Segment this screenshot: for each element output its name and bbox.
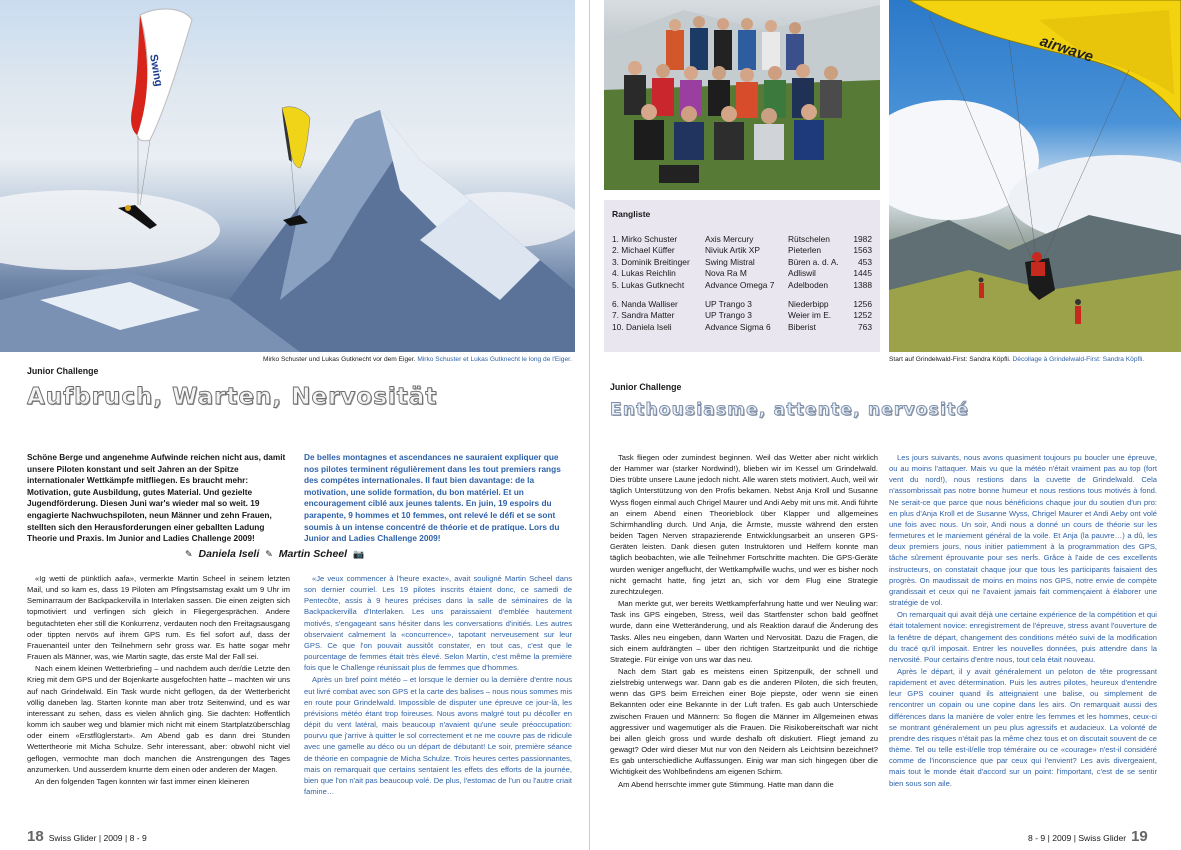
paragraph: Nach dem Start gab es meistens einen Spitzenpulk, der schnell und zielstrebig unterwegs war. Dann gab es die anderen Piloten, die sich freuten, wenn das GPS beim Erreichen einer Boje piepste, oder wenn sie einen Bekannten oder eine Bekannte in der Luft trafen. Es gab auch Unterschiede zwischen Frauen und Männern: So flogen die Männer im Allgemeinen etwas aggressiver und wagemutiger als die Frauen. Die Risikobereitschaft war nicht bei allen gleich gross und wurde deshalb oft diskutiert. Fliegt jemand zu gewagt? Oder wird dieser Mut nur von den Neidern als Leichtsinn bezeichnet? Es gab unterschiedliche Auffassungen. Einig war man sich hingegen über die Wichtigkeit des Wohlbefindens am eigenen Schirm.	[610, 666, 878, 777]
ranking-name: 4. Lukas Reichlin	[612, 268, 676, 279]
paragraph: Task fliegen oder zumindest beginnen. Weil das Wetter aber nicht wirklich der Hammer war (starker Nordwind!), blieben wir im Kessel um Grindelwald. Dies trübte unsere Laune jedoch nicht. Alle waren stets motiviert. Auch, weil wir täglich Unterstützung von den Profis bekamen. Nebst Anja Kroll und Susanne Wyss flogen einmal auch Chrigel Maurer und Andi Aeby mit uns mit. Andi führte an einem Abend einen Theorieblock über Klapper und allgemeines Schirmhandling durch. Und Anja, die Ärmste, musste während den ersten beiden Tagen Nerven strapazierende Entwicklungsarbeit an unseren GPS-Geräten leisten. Dank diesen guten Instruktoren und Helfern konnte man täglich beobachten, wie alle Teilnehmer Fortschritte machten. Die GPS-Geräte wurden weniger angeflucht, der Wettkampfwille wuchs, und wer es bisher noch nicht gemacht hatte, fing jetzt an, sich vor dem Flug eine Strategie zurechtzulegen.	[610, 453, 878, 596]
ranking-glider: Advance Sigma 6	[705, 321, 771, 332]
ranking-town: Büren a. d. A.	[788, 256, 839, 267]
ranking-glider: Swing Mistral	[705, 256, 755, 267]
photo-caption-left	[263, 355, 572, 364]
pen-icon: ✎	[185, 548, 193, 559]
page-number-left: 18	[27, 828, 44, 845]
paragraph: Les jours suivants, nous avons quasiment toujours pu boucler une épreuve, ou au moins l'attaquer. Mais vu que la météo n'était vraiment pas au top (fort vent du nord!), nous restions dans la cuvette de Grindelwald. Cela n'assombrissait pas notre bonne humeur et nous restions tous motivés à fond. Ne serait-ce que parce que nous bénéficions chaque jour du soutien d'un pro: en plus d'Anja Kroll et de Susanne Wyss, Chrigel Maurer et Andi Aeby ont volé une fois avec nous. Un soir, Andi nous a donné un cours de théorie sur les fermetures et le maniement général de la voile. Et Anja (la pauvre…) a dû, les deux premiers jours, nous initier patiemment à la programmation des GPS, tâche sûrement éprouvante pour ses nerfs. Grâce à l'aide de ces excellents instructeurs, on constatait chaque jour que tous les participants faisaient des progrès. On maudissait de moins en moins nos GPS, notre envie de compète grandissait et ceux qui ne l'avaient jamais fait commençaient à élaborer une stratégie de vol.	[889, 453, 1157, 608]
ranking-score: 763	[858, 321, 872, 332]
lead-german: Schöne Berge und angenehme Aufwinde reichen nicht aus, damit unsere Piloten konstant und seit Jahren an der Spitze internationaler Wettkämpfe mitfliegen. Es braucht mehr: Motivation, gute Ausbildung, gutes Material. Und gezielte Jugendförderung. Diesen Juni war's wieder mal so weit. 19 engagierte Nachwuchspiloten, neun Männer und zehn Frauen, stellten sich den Herausforderungen einer geballten Ladung Theorie und Praxis. Im Junior and Ladies Challenge 2009!	[27, 452, 286, 544]
photo-takeoff-grindelwald	[889, 0, 1181, 352]
body-column-4-french	[889, 452, 1157, 818]
ranking-box	[604, 200, 880, 352]
ranking-glider: Niviuk Artik XP	[705, 245, 760, 256]
footer-left	[27, 828, 147, 845]
ranking-glider: UP Trango 3	[705, 299, 752, 310]
headline-french: Enthousiasme, attente, nervosité	[610, 400, 970, 420]
paragraph: Après un bref point météo – et lorsque le dernier ou la dernière d'entre nous eut livré combat avec son GPS et la carte des balises – nous nous sommes mis en route pour Grindelwald. Impossible de disputer une épreuve ce jour-là, les prévisions météo étant trop foireuses. Nous avons malgré tout pu décoller en dépit du vent latéral, mais beaucoup n'avaient qu'une seule préoccupation: pourvu que j'arrive à quitter le sol correctement et ne me couvre pas de ridicule avec une gamelle au déco ou un départ de débutant! Le soir, première séance de théorie en compagnie de Micha Schulze. Trois heures certes passionnantes, mais on remarquait que certains sentaient les effets des efforts de la journée, bien que l'on n'ait pas beaucoup volé. De plus, l'estomac de l'un ou l'autre criait famine…	[304, 675, 572, 796]
ranking-glider: UP Trango 3	[705, 310, 752, 321]
ranking-table	[612, 234, 872, 333]
ranking-name: 2. Michael Küffer	[612, 245, 675, 256]
caption-left-fr: Mirko Schuster et Lukas Gutknecht le long de l'Eiger.	[417, 356, 572, 363]
kicker-left: Junior Challenge	[27, 366, 99, 376]
footer-right-text: 8 - 9 | 2009 | Swiss Glider	[1028, 833, 1127, 843]
paragraph: Am Abend herrschte immer gute Stimmung. Hatte man dann die	[618, 779, 834, 789]
ranking-town: Weier im E.	[788, 310, 832, 321]
ranking-score: 1563	[853, 245, 872, 256]
ranking-name: 7. Sandra Matter	[612, 310, 675, 321]
ranking-glider: Advance Omega 7	[705, 279, 775, 290]
ranking-town: Niederbipp	[788, 299, 829, 310]
pen-icon: ✎	[265, 548, 273, 559]
ranking-row	[612, 257, 872, 268]
ranking-name: 10. Daniela Iseli	[612, 321, 672, 332]
ranking-name: 5. Lukas Gutknecht	[612, 279, 685, 290]
camera-icon: 📷	[353, 548, 365, 559]
caption-left-de: Mirko Schuster und Lukas Gutknecht vor dem Eiger.	[263, 356, 416, 363]
ranking-town: Adelboden	[788, 279, 829, 290]
ranking-row	[612, 310, 872, 321]
ranking-glider: Axis Mercury	[705, 234, 754, 244]
author-1: Daniela Iseli	[198, 548, 260, 560]
photo-caption-right	[889, 355, 1144, 364]
paragraph: Après le départ, il y avait généralement un peloton de tête progressant rapidement et avec détermination. Puis les autres pilotes, heureux d'entendre leur GPS couiner quand ils atteignaient une balise, ou simplement de rencontrer un copain ou une copine dans les airs. On remarquait aussi des différences dans la manière de voler entre les femmes et les hommes, ceux-ci se montrant généralement un peu plus agressifs et audacieux. La volonté de prendre des risques n'était pas la même chez tous et on discutait souvent de ce thème. Tel ou telle est-il/elle trop téméraire ou ce «courage» n'est-il considéré comme de l'inconscience que par ceux qui l'envient? Les avis divergeaient, mais tout le monde était d'accord sur un point: l'important, c'est de se sentir bien sous son aile.	[889, 666, 1157, 788]
ranking-row	[612, 322, 872, 333]
ranking-row	[612, 234, 872, 245]
ranking-town: Rütschelen	[788, 234, 830, 244]
headline-german: Aufbruch, Warten, Nervosität	[27, 384, 438, 410]
ranking-title: Rangliste	[612, 209, 651, 219]
paragraph: On remarquait qui avait déjà une certaine expérience de la compétition et qui était totalement novice: enregistrement de l'épreuve, stress avant l'ouverture de la fenêtre de départ, changement des conditions météo suivi de la modification du tracé qu'il imposait. Entrer les nouvelles données, puis attendre dans la nervosité. Pour certains d'entre nous, tout cela était nouveau.	[889, 610, 1157, 664]
ranking-name: 6. Nanda Walliser	[612, 299, 678, 310]
lead-french: De belles montagnes et ascendances ne sauraient expliquer que nos pilotes terminent régulièrement dans les tout premiers rangs des compétes internationales. Il faut bien davantage: de la motivation, une solide formation, du bon matériel. Et un encouragement ciblé aux jeunes talents. En juin, 19 espoirs du parapente, 9 hommes et 10 femmes, ont relevé le défi et se sont soumis à un intense concentré de théorie et de pratique. Lors du Junior and Ladies Challenge 2009!	[304, 452, 561, 544]
paragraph: «Je veux commencer à l'heure exacte», avait souligné Martin Scheel dans son dernier courriel. Les 19 pilotes inscrits étaient donc, ce samedi de Pentecôte, assis à 9 heures précises dans la salle de séminaires de la Backpackervilla d'Interlaken. Les uns paraissaient d'emblée hautement motivés, s'engageant sans hésiter dans les conversations d'initiés. Les autres observaient calmement la «concurrence», tapotant nerveusement sur leur GPS. Ce que l'on pouvait aussitôt constater, en tout cas, c'est que le pourcentage de femmes était très élevé. Selon Martin, c'est même la première fois que le Challenge réunissait plus de femmes que d'hommes.	[304, 574, 572, 673]
takeoff-illustration	[889, 0, 1181, 352]
ranking-score: 1256	[853, 299, 872, 310]
photo-group-participants	[604, 0, 880, 190]
ranking-score: 1388	[853, 279, 872, 290]
ranking-glider: Nova Ra M	[705, 268, 747, 279]
paragraph: Nach einem kleinen Wetterbriefing – und nachdem auch der/die Letzte den Krieg mit dem GPS und der Bojenkarte ausgefochten hatte – machten wir uns auf nach Grindelwald. Ein Task wurde nicht geflogen, da der Wetterbericht völlig daneben lag. Starten konnte man aber trotz Seitenwind, und es war interessant zu sehen, dass es vielen ähnlich ging. Sie dachten: Hoffentlich komm ich sauber weg und blamier mich nicht mit einem Startplatzüberschlag oder einem «Erstflüglerstart». Am Abend gab es dann drei Stunden Wettertheorie mit Micha Schulze. Sehr interessant, aber: obwohl nicht viel geflogen, vermochte man doch manchen die Anstrengungen des Tages anzumerken. Und ausserdem knurrte dem einen oder anderen der Magen.	[27, 664, 290, 774]
body-column-3-german	[610, 452, 878, 818]
ranking-row	[612, 299, 872, 310]
ranking-score: 1982	[853, 234, 872, 244]
caption-right-de: Start auf Grindelwald-First: Sandra Köpfli.	[889, 356, 1011, 363]
ranking-score: 453	[858, 256, 872, 267]
body-column-1-german	[27, 573, 290, 818]
ranking-score: 1445	[853, 268, 872, 279]
paragraph: An den folgenden Tagen konnten wir fast immer einen kleineren	[35, 776, 250, 786]
ranking-row	[612, 268, 872, 279]
eiger-illustration	[0, 0, 575, 352]
ranking-score: 1252	[853, 310, 872, 321]
body-column-2-french	[304, 573, 572, 818]
page-number-right: 19	[1131, 828, 1148, 845]
ranking-town: Adliswil	[788, 268, 816, 279]
ranking-name: 1. Mirko Schuster	[612, 234, 678, 244]
caption-right-fr: Décollage à Grindelwald-First: Sandra Köpfli.	[1012, 356, 1145, 363]
author-2: Martin Scheel	[278, 548, 348, 560]
paragraph: Man merkte gut, wer bereits Wettkampferfahrung hatte und wer Neuling war: Task ins GPS eingeben, Stress, weil das Startfenster schon bald geöffnet wurde, dann eine Wetteränderung, und als Reaktion darauf die Änderung des Tasks. Alles neu eingeben, dann Warten und Nervosität. Dazu die Fragen, die sich einem aufdrängten – über den richtigen Startzeitpunkt und die richtige Strategie. Für einige von uns war das neu.	[610, 599, 878, 664]
footer-right	[1028, 828, 1148, 845]
ranking-name: 3. Dominik Breitinger	[612, 256, 690, 267]
footer-left-text: Swiss Glider | 2009 | 8 - 9	[48, 833, 147, 843]
ranking-town: Pieterlen	[788, 245, 822, 256]
photo-eiger-paragliders	[0, 0, 575, 352]
wing-lettering-right: airwave	[1037, 32, 1096, 66]
kicker-right: Junior Challenge	[610, 382, 682, 392]
ranking-town: Biberist	[788, 321, 816, 332]
author-line	[185, 548, 364, 560]
paragraph: «Ig wetti de pünktlich aafa», vermerkte Martin Scheel in seinem letzten Mail, und so kam es, dass 19 Piloten am Pfingstsamstag exakt um 9 Uhr im Seminarraum der Backpackervilla in Interlaken sassen. Die einen zeigten sich topmotiviert und verfingen sich gleich in Fliegergesprächen. Andere begutachteten eher still die Konkurrenz, verdauten noch den Freitagsausgang oder tippten nervös auf ihrem GPS rum. Es fiel sofort auf, dass der Frauenanteil unter den Teilnehmern sehr gross war. Es hatte sogar mehr Frauen als Männer, was, wie Martin sagte, das erste Mal der Fall sei.	[27, 574, 290, 662]
ranking-row	[612, 280, 872, 291]
page-gutter	[589, 0, 590, 850]
wing-lettering: Swing	[147, 53, 165, 88]
group-illustration	[604, 0, 880, 190]
ranking-row	[612, 245, 872, 256]
